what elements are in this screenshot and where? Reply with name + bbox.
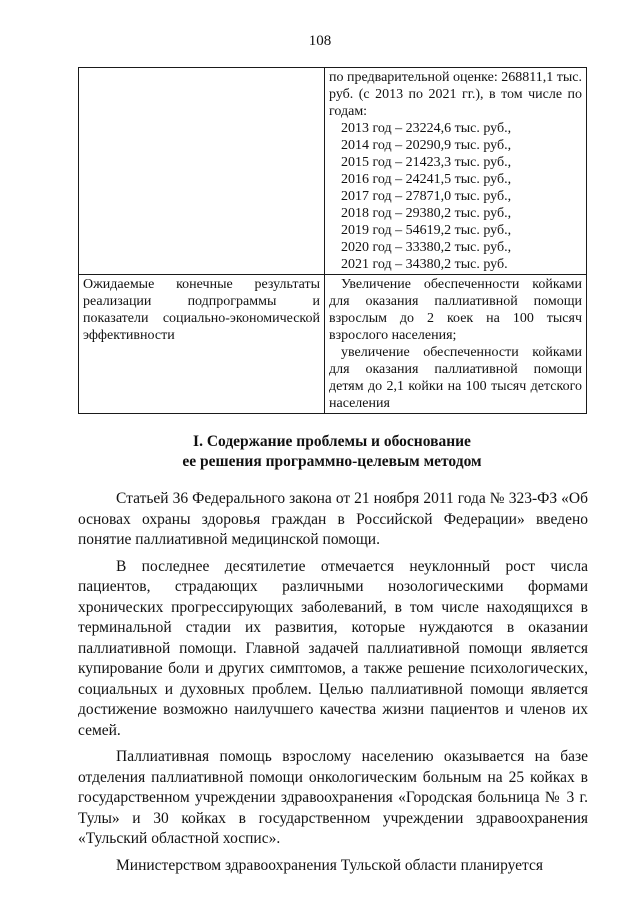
table-cell-results-label [79, 275, 325, 414]
section-heading-line-1: I. Содержание проблемы и обоснование [193, 433, 471, 450]
financing-year-2017: 2017 год – 27871,0 тыс. руб., [341, 189, 512, 204]
passport-table [78, 67, 587, 414]
paragraph-ministry: Министерством здравоохранения Тульской области планируется [116, 856, 544, 874]
paragraph-adult-care: Паллиативная помощь взрослому населению оказывается на базе отделения паллиативной помощи онкологическим больным на 25 койках в государственном учреждении здравоохранения «Городская больница № 3 г. Тулы» и 30 койках в государственном учреждении здравоохранения «Тульский областной хоспис». [78, 748, 588, 847]
paragraph-law: Статьей 36 Федерального закона от 21 ноября 2011 года № 323-ФЗ «Об основах охраны здоровья граждан в Российской Федерации» введено понятие паллиативной медицинской помощи. [78, 490, 588, 548]
result-item-adults: Увеличение обеспеченности койками для оказания паллиативной помощи взрослым до 2 коек на 100 тысяч взрослого населения; [329, 277, 582, 343]
table-cell-left-empty [79, 68, 325, 275]
financing-year-2014: 2014 год – 20290,9 тыс. руб., [341, 138, 512, 153]
financing-intro: по предварительной оценке: 268811,1 тыс. руб. (с 2013 по 2021 гг.), в том числе по годам: [329, 70, 582, 119]
table-cell-financing [325, 68, 587, 275]
section-heading [78, 432, 586, 472]
financing-year-2018: 2018 год – 29380,2 тыс. руб., [341, 206, 512, 221]
table-row-financing [79, 68, 587, 275]
page-number: 108 [308, 33, 332, 49]
section-heading-line-2: ее решения программно-целевым методом [182, 453, 482, 470]
financing-year-2021: 2021 год – 34380,2 тыс. руб. [341, 257, 508, 272]
table-row-results [79, 275, 587, 414]
result-item-children: увеличение обеспеченности койками для оказания паллиативной помощи детям до 2,1 койки на 100 тысяч детского населения [329, 345, 582, 411]
financing-year-2015: 2015 год – 21423,3 тыс. руб., [341, 155, 512, 170]
section-body [78, 489, 588, 882]
paragraph-growth: В последнее десятилетие отмечается неуклонный рост числа пациентов, страдающих различными нозологическими формами хронических прогрессирующих заболеваний, в том числе находящихся в терминальной стадии их развития, которые нуждаются в оказании паллиативной помощи. Главной задачей паллиативной помощи является купирование боли и других симптомов, а также решение психологических, социальных и духовных проблем. Целью паллиативной помощи является достижение возможно наилучшего качества жизни пациентов и членов их семей. [78, 557, 588, 739]
financing-year-2020: 2020 год – 33380,2 тыс. руб., [341, 240, 512, 255]
financing-year-2013: 2013 год – 23224,6 тыс. руб., [341, 121, 512, 136]
results-label: Ожидаемые конечные результаты реализации подпрограммы и показатели социально-экономической эффективности [83, 277, 320, 343]
table-cell-results [325, 275, 587, 414]
financing-year-2016: 2016 год – 24241,5 тыс. руб., [341, 172, 512, 187]
financing-years-list [329, 120, 582, 273]
financing-year-2019: 2019 год – 54619,2 тыс. руб., [341, 223, 512, 238]
